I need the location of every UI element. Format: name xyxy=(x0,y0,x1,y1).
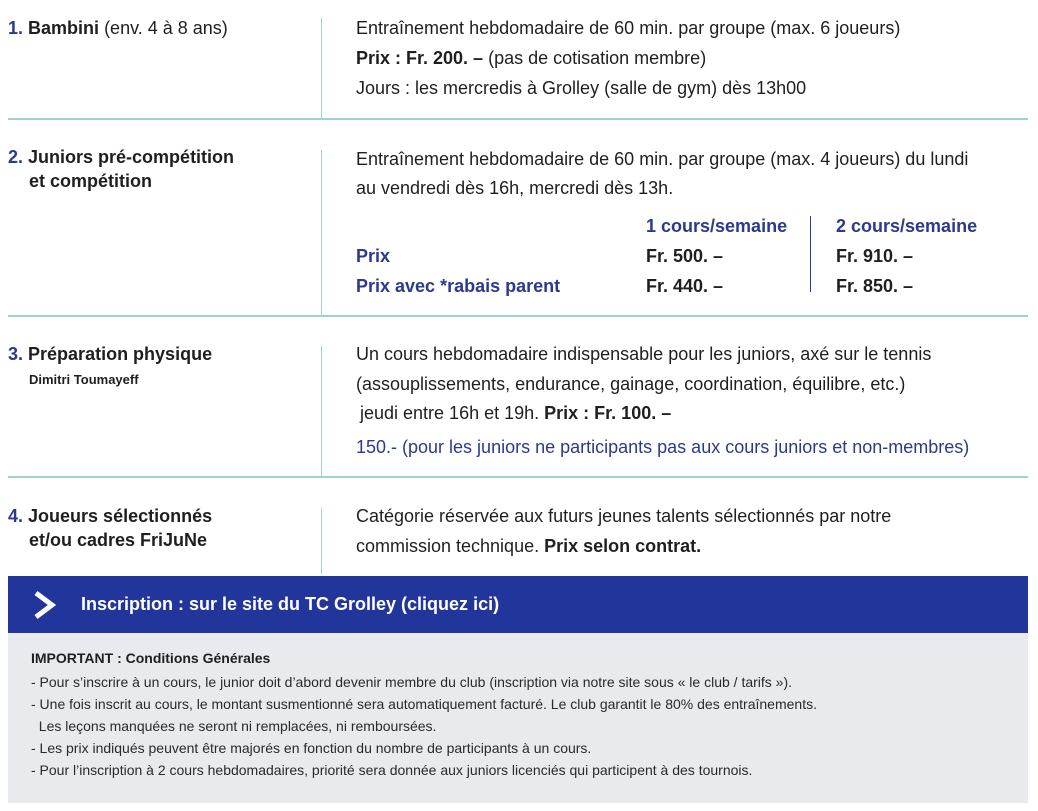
column-divider xyxy=(321,508,322,574)
column-divider xyxy=(321,346,322,476)
conditions-item: - Les prix indiqués peuvent être majorés en fonction du nombre de participants à un cours. xyxy=(31,740,592,756)
section-1-heading xyxy=(8,18,228,39)
section-title-line-2: et compétition xyxy=(29,171,153,191)
registration-banner[interactable] xyxy=(8,576,1028,633)
section-4-text: commission technique. xyxy=(356,536,540,556)
section-number: 2. xyxy=(8,147,24,167)
section-2-line-1: Entraînement hebdomadaire de 60 min. par groupe (max. 4 joueurs) du lundi xyxy=(356,149,969,169)
column-divider xyxy=(321,150,322,315)
price-table-col-2-header: 2 cours/semaine xyxy=(836,216,978,236)
conditions-item: - Une fois inscrit au cours, le montant susmentionné sera automatiquement facturé. Le club garantit le 80% des entraînements. xyxy=(31,696,817,712)
section-3-line-2: (assouplissements, endurance, gainage, coordination, équilibre, etc.) xyxy=(356,374,906,394)
section-divider xyxy=(8,476,1028,478)
price-table-col-1-header: 1 cours/semaine xyxy=(646,216,788,236)
price-label: Prix : Fr. 100. – xyxy=(544,403,672,423)
section-4-heading xyxy=(8,506,212,527)
section-3-price-line xyxy=(360,403,671,424)
section-1-line-1: Entraînement hebdomadaire de 60 min. par groupe (max. 6 joueurs) xyxy=(356,18,901,38)
section-title: Préparation physique xyxy=(28,344,213,364)
price-label: Prix : Fr. 200. – xyxy=(356,48,484,68)
price-row-value-2: Fr. 850. – xyxy=(836,276,914,296)
column-divider xyxy=(321,18,322,118)
conditions-panel xyxy=(8,633,1028,803)
section-title-line-2: et/ou cadres FriJuNe xyxy=(29,530,208,550)
section-3-heading xyxy=(8,344,212,365)
non-member-price-note: 150.- (pour les juniors ne participants pas aux cours juniors et non-membres) xyxy=(356,437,970,457)
price-row-value-2: Fr. 910. – xyxy=(836,246,914,266)
conditions-item: - Pour s’inscrire à un cours, le junior doit d’abord devenir membre du club (inscription via notre site sous « le club / tarifs »). xyxy=(31,674,793,690)
section-1-line-3: Jours : les mercredis à Grolley (salle de gym) dès 13h00 xyxy=(356,78,807,98)
conditions-heading: IMPORTANT : Conditions Générales xyxy=(31,650,271,666)
registration-link[interactable]: Inscription : sur le site du TC Grolley (cliquez ici) xyxy=(81,594,500,614)
section-3-line-1: Un cours hebdomadaire indispensable pour les juniors, axé sur le tennis xyxy=(356,344,932,364)
section-number: 3. xyxy=(8,344,24,364)
section-4-line-2 xyxy=(356,536,701,557)
price-row-value-1: Fr. 440. – xyxy=(646,276,724,296)
section-number: 1. xyxy=(8,18,24,38)
section-title: Bambini xyxy=(28,18,100,38)
section-4-line-1: Catégorie réservée aux futurs jeunes talents sélectionnés par notre xyxy=(356,506,892,526)
section-2-line-2: au vendredi dès 16h, mercredi dès 13h. xyxy=(356,178,674,198)
section-divider xyxy=(8,315,1028,317)
section-1-price-line xyxy=(356,48,706,69)
section-divider xyxy=(8,118,1028,120)
price-row-label: Prix xyxy=(356,246,391,266)
section-title: Juniors pré-compétition xyxy=(28,147,235,167)
section-2-heading xyxy=(8,147,234,168)
coach-name: Dimitri Toumayeff xyxy=(29,372,139,387)
schedule-text: jeudi entre 16h et 19h. xyxy=(360,403,540,423)
chevron-right-icon xyxy=(30,590,60,620)
conditions-item: - Pour l’inscription à 2 cours hebdomadaires, priorité sera donnée aux juniors licenciés qui participent à des tournois. xyxy=(31,762,753,778)
price-label: Prix selon contrat. xyxy=(544,536,702,556)
conditions-item: Les leçons manquées ne seront ni remplacées, ni remboursées. xyxy=(31,718,437,734)
section-number: 4. xyxy=(8,506,24,526)
price-row-label: Prix avec *rabais parent xyxy=(356,276,561,296)
price-row-value-1: Fr. 500. – xyxy=(646,246,724,266)
section-title: Joueurs sélectionnés xyxy=(28,506,213,526)
section-subtitle: (env. 4 à 8 ans) xyxy=(104,18,228,38)
price-note: (pas de cotisation membre) xyxy=(488,48,707,68)
price-table-divider xyxy=(810,216,811,292)
